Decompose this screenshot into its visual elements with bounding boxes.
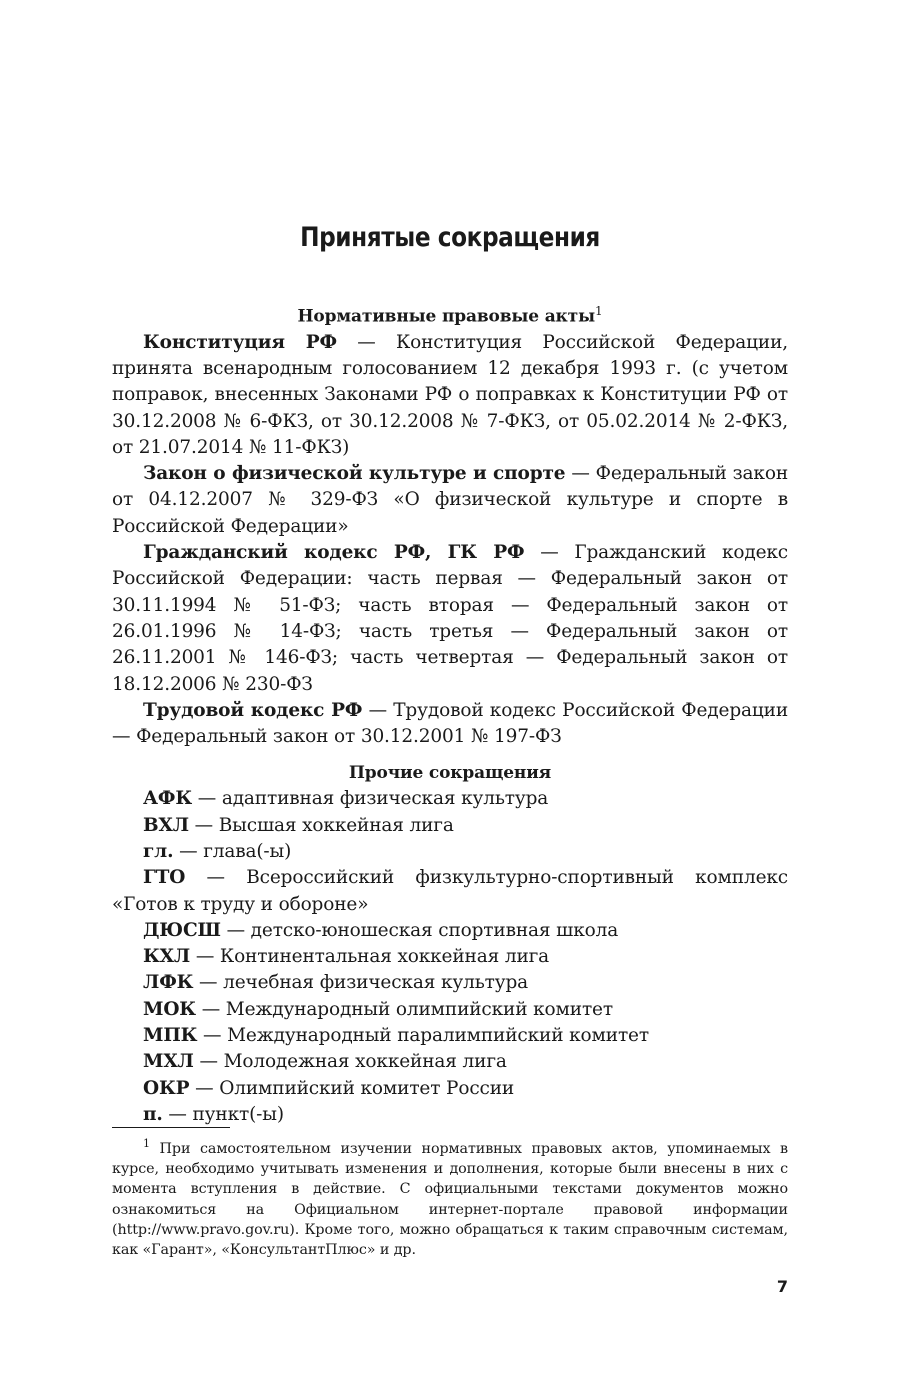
abbreviation-entry <box>112 997 788 1023</box>
abbreviation-definition: Федеральный закон от 04.12.2007 № 329-ФЗ «О физической культуре и спорте в Российской Федерации» <box>112 463 788 537</box>
entry-separator: — <box>220 919 251 941</box>
abbreviation-entry <box>112 1102 788 1128</box>
entry-separator: — <box>193 972 224 994</box>
footnote-reference: 1 <box>594 304 603 318</box>
abbreviation-entry <box>112 839 788 865</box>
abbreviation-definition: лечебная физическая культура <box>223 972 529 994</box>
abbreviation-entry <box>112 330 788 461</box>
abbreviation-term: ДЮСШ <box>143 919 221 941</box>
abbreviation-term: Трудовой кодекс РФ <box>143 699 363 721</box>
abbreviation-entry <box>112 813 788 839</box>
abbreviation-term: п. <box>143 1103 163 1125</box>
footnote-text: При самостоятельном изучении нормативных правовых актов, упоминаемых в курсе, необходимо учитывать изменения и дополнения, которые были внесены в них с момента вступления в действие. С официальными текстами документов можно ознакомиться на Официальном интернет-портале правовой информации (http://www.pravo.gov.ru). Кроме того, можно обращаться к таким справочным системам, как «Гарант», «КонсультантПлюс» и др. <box>112 1140 788 1259</box>
entry-separator: — <box>197 1025 228 1047</box>
abbreviation-definition: глава(-ы) <box>203 841 292 862</box>
abbreviation-term: ЛФК <box>143 972 194 994</box>
abbreviation-entry <box>112 944 788 970</box>
entry-separator: — <box>189 1077 220 1099</box>
entry-separator: — <box>193 1051 224 1073</box>
entry-separator: — <box>188 814 219 836</box>
entry-separator: — <box>524 542 575 564</box>
abbreviation-entry <box>112 918 788 944</box>
page-number: 7 <box>776 1277 788 1296</box>
abbreviation-definition: Трудовой кодекс Российской Федерации — Федеральный закон от 30.12.2001 № 197-ФЗ <box>112 699 789 748</box>
entry-separator: — <box>190 946 220 968</box>
abbreviation-definition: Гражданский кодекс Российской Федерации: часть первая — Федеральный закон от 30.11.1994 № 51-ФЗ; часть вторая — Федеральный закон от 26.01.1996 № 14-ФЗ; часть третья — Федеральный закон от 26.11.2001 № 146-ФЗ; часть четвертая — Федеральный закон от 18.12.2006 № 230-ФЗ <box>112 542 789 695</box>
entry-separator: — <box>195 998 226 1020</box>
abbreviation-definition: Международный олимпийский комитет <box>225 998 613 1020</box>
abbreviation-entry <box>112 1076 788 1102</box>
abbreviation-term: АФК <box>143 788 192 810</box>
abbreviation-term: МПК <box>143 1025 198 1047</box>
page-title: Принятые сокращения <box>300 222 600 253</box>
section-spacer <box>112 750 788 760</box>
abbreviation-definition: пункт(-ы) <box>192 1103 284 1125</box>
footnote <box>112 1134 788 1261</box>
entry-separator: — <box>173 841 204 862</box>
abbreviation-entry <box>112 698 788 751</box>
abbreviation-entry <box>112 786 788 812</box>
abbreviation-definition: Международный паралимпийский комитет <box>227 1025 649 1047</box>
entry-separator: — <box>336 331 396 353</box>
entry-separator: — <box>362 699 394 721</box>
entry-separator: — <box>565 463 596 485</box>
abbreviation-definition: Конституция Российской Федерации, принята всенародным голосованием 12 декабря 1993 г. (с учетом поправок, внесенных Законами РФ о поправках к Конституции РФ от 30.12.2008 № 6-ФКЗ, от 30.12.2008 № 7-ФКЗ, от 05.02.2014 № 2-ФКЗ, от 21.07.2014 № 11-ФКЗ) <box>112 331 789 458</box>
abbreviation-definition: Олимпийский комитет России <box>219 1077 515 1099</box>
abbreviation-entry <box>112 1049 788 1075</box>
abbreviation-definition: Всероссийский физкультурно-спортивный комплекс «Готов к труду и обороне» <box>112 867 788 915</box>
abbreviation-term: МОК <box>143 998 196 1020</box>
entry-separator: — <box>192 788 222 810</box>
abbreviation-term: ВХЛ <box>143 814 189 836</box>
abbreviation-definition: адаптивная физическая культура <box>221 788 549 810</box>
abbreviation-term: Гражданский кодекс РФ, ГК РФ <box>143 542 525 564</box>
section-heading-text: Нормативные правовые акты <box>297 306 595 327</box>
abbreviation-entry <box>112 970 788 996</box>
footnote-mark: 1 <box>143 1137 150 1150</box>
abbreviation-entry <box>112 540 788 698</box>
abbreviation-entry <box>112 1023 788 1049</box>
footnote-divider <box>112 1127 230 1128</box>
abbreviation-definition: Молодежная хоккейная лига <box>223 1051 507 1073</box>
page-body <box>112 298 788 1128</box>
abbreviation-definition: детско-юношеская спортивная школа <box>250 919 619 941</box>
entry-separator: — <box>162 1103 193 1125</box>
entry-separator: — <box>185 867 247 889</box>
abbreviation-term: Конституция РФ <box>143 331 337 353</box>
abbreviation-definition: Высшая хоккейная лига <box>218 814 454 836</box>
abbreviation-term: Закон о физической культуре и спорте <box>143 463 566 485</box>
abbreviation-term: гл. <box>143 841 174 862</box>
section-heading-legal-acts <box>112 298 788 330</box>
abbreviation-term: КХЛ <box>143 946 191 968</box>
abbreviation-term: МХЛ <box>143 1051 194 1073</box>
abbreviation-entry <box>112 865 788 918</box>
abbreviation-term: ГТО <box>143 867 186 889</box>
abbreviation-term: ОКР <box>143 1077 190 1099</box>
section-heading-other: Прочие сокращения <box>348 763 552 784</box>
abbreviation-definition: Континентальная хоккейная лига <box>219 946 550 968</box>
abbreviation-entry <box>112 461 788 540</box>
